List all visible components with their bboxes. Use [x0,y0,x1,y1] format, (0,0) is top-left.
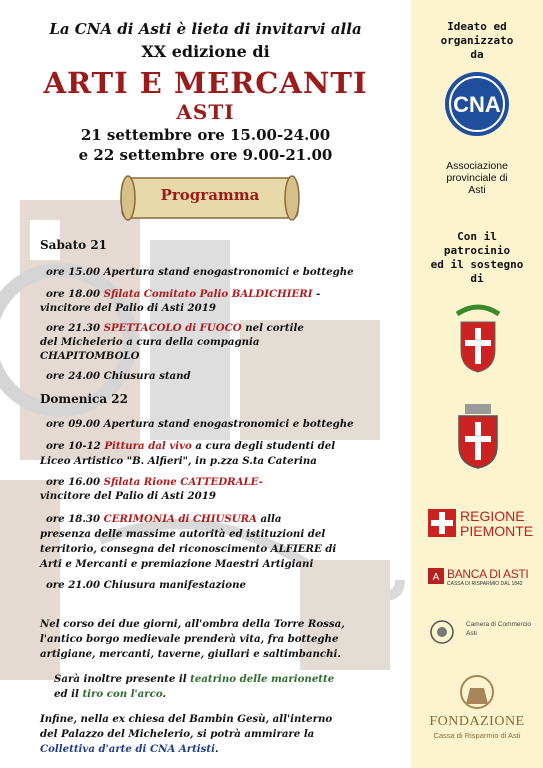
organizer-line-3: da [470,48,484,61]
sat-e2-highlight: Sfilata Comitato Palio BALDICHIERI [103,288,313,300]
closing-p1-l1: Nel corso dei due giorni, all'ombra della Torre Rossa, [40,618,345,630]
sun-event-5: ore 21.00 Chiusura manifestazione [46,579,246,591]
date-line-2: e 22 settembre ore 9.00-21.00 [78,146,333,164]
organizer-line-2: organizzato [440,34,514,47]
closing-p2-a: Sarà inoltre presente il [54,673,191,685]
sun-event-3 [46,476,263,488]
closing-p2-b: ed il [54,688,83,700]
camera-line-2: Asti [466,630,477,637]
marionette-highlight: teatrino delle marionette [190,673,335,685]
archery-highlight: tiro con l'arco [82,688,163,700]
sat-event-3-line3: CHAPITOMBOLO [40,350,140,362]
sun-e4-rest: alla [256,513,282,525]
event-city: ASTI [176,100,235,124]
assoc-line-1: Associazione [446,160,508,172]
svg-text:A: A [432,572,440,583]
camera-commercio-logo-icon [430,620,454,644]
sun-event-4-line4: Arti e Mercanti e premiazione Maestri Artigiani [40,558,314,570]
closing-p2-l2 [54,688,166,700]
date-line-1: 21 settembre ore 15.00-24.00 [80,126,331,144]
regione-piemonte-logo-icon [428,509,456,537]
comune-asti-crest-icon [455,402,501,470]
closing-p3-l2: del Palazzo del Michelerio, si potrà ammirare la [40,728,315,740]
closing-p3-l1: Infine, nella ex chiesa del Bambin Gesù, all'interno [40,713,333,725]
organizer-line-1: Ideato ed [447,20,507,33]
event-title: ARTI E MERCANTI [43,66,368,100]
sun-event-2-line2: Liceo Artistico "B. Alfieri", in p.zza S.ta Caterina [40,455,317,467]
closing-p1-l3: artigiane, mercanti, taverne, giullari e saltimbanchi. [40,648,341,660]
patronage-line-4: di [470,272,484,285]
sun-event-2 [46,440,335,452]
fondazione-name: FONDAZIONE [429,714,525,729]
sat-e3-time: ore 21.30 [46,322,101,334]
sat-event-2 [46,288,320,300]
banca-name: BANCA DI ASTI [447,567,529,581]
sun-event-4 [46,513,281,525]
fondazione-logo-icon [458,674,496,714]
regione-line-2: PIEMONTE [460,523,534,539]
assoc-line-3: Asti [468,184,486,196]
cna-logo [443,70,511,138]
sat-event-3 [46,322,304,334]
fondazione-sub: Cassa di Risparmio di Asti [433,731,521,740]
sat-event-2-line2: vincitore del Palio di Asti 2019 [40,302,216,314]
closing-p3-end: . [215,743,219,755]
saturday-heading: Sabato 21 [40,238,108,252]
sun-e4-time: ore 18.30 [46,513,101,525]
cna-logo-text: CNA [453,92,501,117]
sunday-heading: Domenica 22 [40,392,128,406]
sun-e2-rest: a cura degli studenti del [191,440,336,452]
sun-event-4-line2: presenza delle massime autorità ed istituzioni del [40,528,326,540]
closing-p2-l1 [54,673,334,685]
sun-event-3-line2: vincitore del Palio di Asti 2019 [40,490,216,502]
sat-e2-time: ore 18.00 [46,288,101,300]
banca-asti-logo-icon [428,568,444,584]
regione-line-1: REGIONE [460,508,525,524]
sun-event-4-line3: territorio, consegna del riconoscimento ALFIERE di [40,543,337,555]
sun-e2-highlight: Pittura dal vivo [104,440,192,452]
edition-line: XX edizione di [141,42,270,61]
sat-e2-rest: - [312,288,321,300]
sat-event-4: ore 24.00 Chiusura stand [46,370,191,382]
banca-tagline: CASSA DI RISPARMIO DAL 1842 [447,581,523,587]
sat-event-3-line2: del Michelerio a cura della compagnia [40,336,260,348]
sun-event-1: ore 09.00 Apertura stand enogastronomici e botteghe [46,418,354,430]
closing-p1-l2: l'antico borgo medievale prenderà vita, fra botteghe [40,633,339,645]
patronage-line-3: ed il sostegno [430,258,524,271]
collettiva-highlight: Collettiva d'arte di CNA Artisti [40,743,215,755]
programma-label: Programma [160,186,260,204]
programma-scroll [118,172,302,224]
sun-e2-time: ore 10-12 [46,440,101,452]
camera-line-1: Camera di Commercio [466,621,532,628]
closing-p2-c: . [162,688,167,700]
patronage-line-2: patrocinio [443,244,511,257]
invite-line: La CNA di Asti è lieta di invitarvi alla [49,20,362,38]
sun-e3-time: ore 16.00 [46,476,101,488]
sat-e3-highlight: SPETTACOLO di FUOCO [103,322,242,334]
patronage-line-1: Con il [457,230,497,243]
sat-e3-rest: nel cortile [241,322,304,334]
sun-e3-highlight: Sfilata Rione CATTEDRALE- [103,476,263,488]
sun-e4-highlight: CERIMONIA di CHIUSURA [103,513,257,525]
closing-p3-l3 [40,743,219,755]
assoc-line-2: provinciale di [446,172,508,184]
provincia-crest-icon [451,302,505,374]
sat-event-1: ore 15.00 Apertura stand enogastronomici e botteghe [46,266,354,278]
